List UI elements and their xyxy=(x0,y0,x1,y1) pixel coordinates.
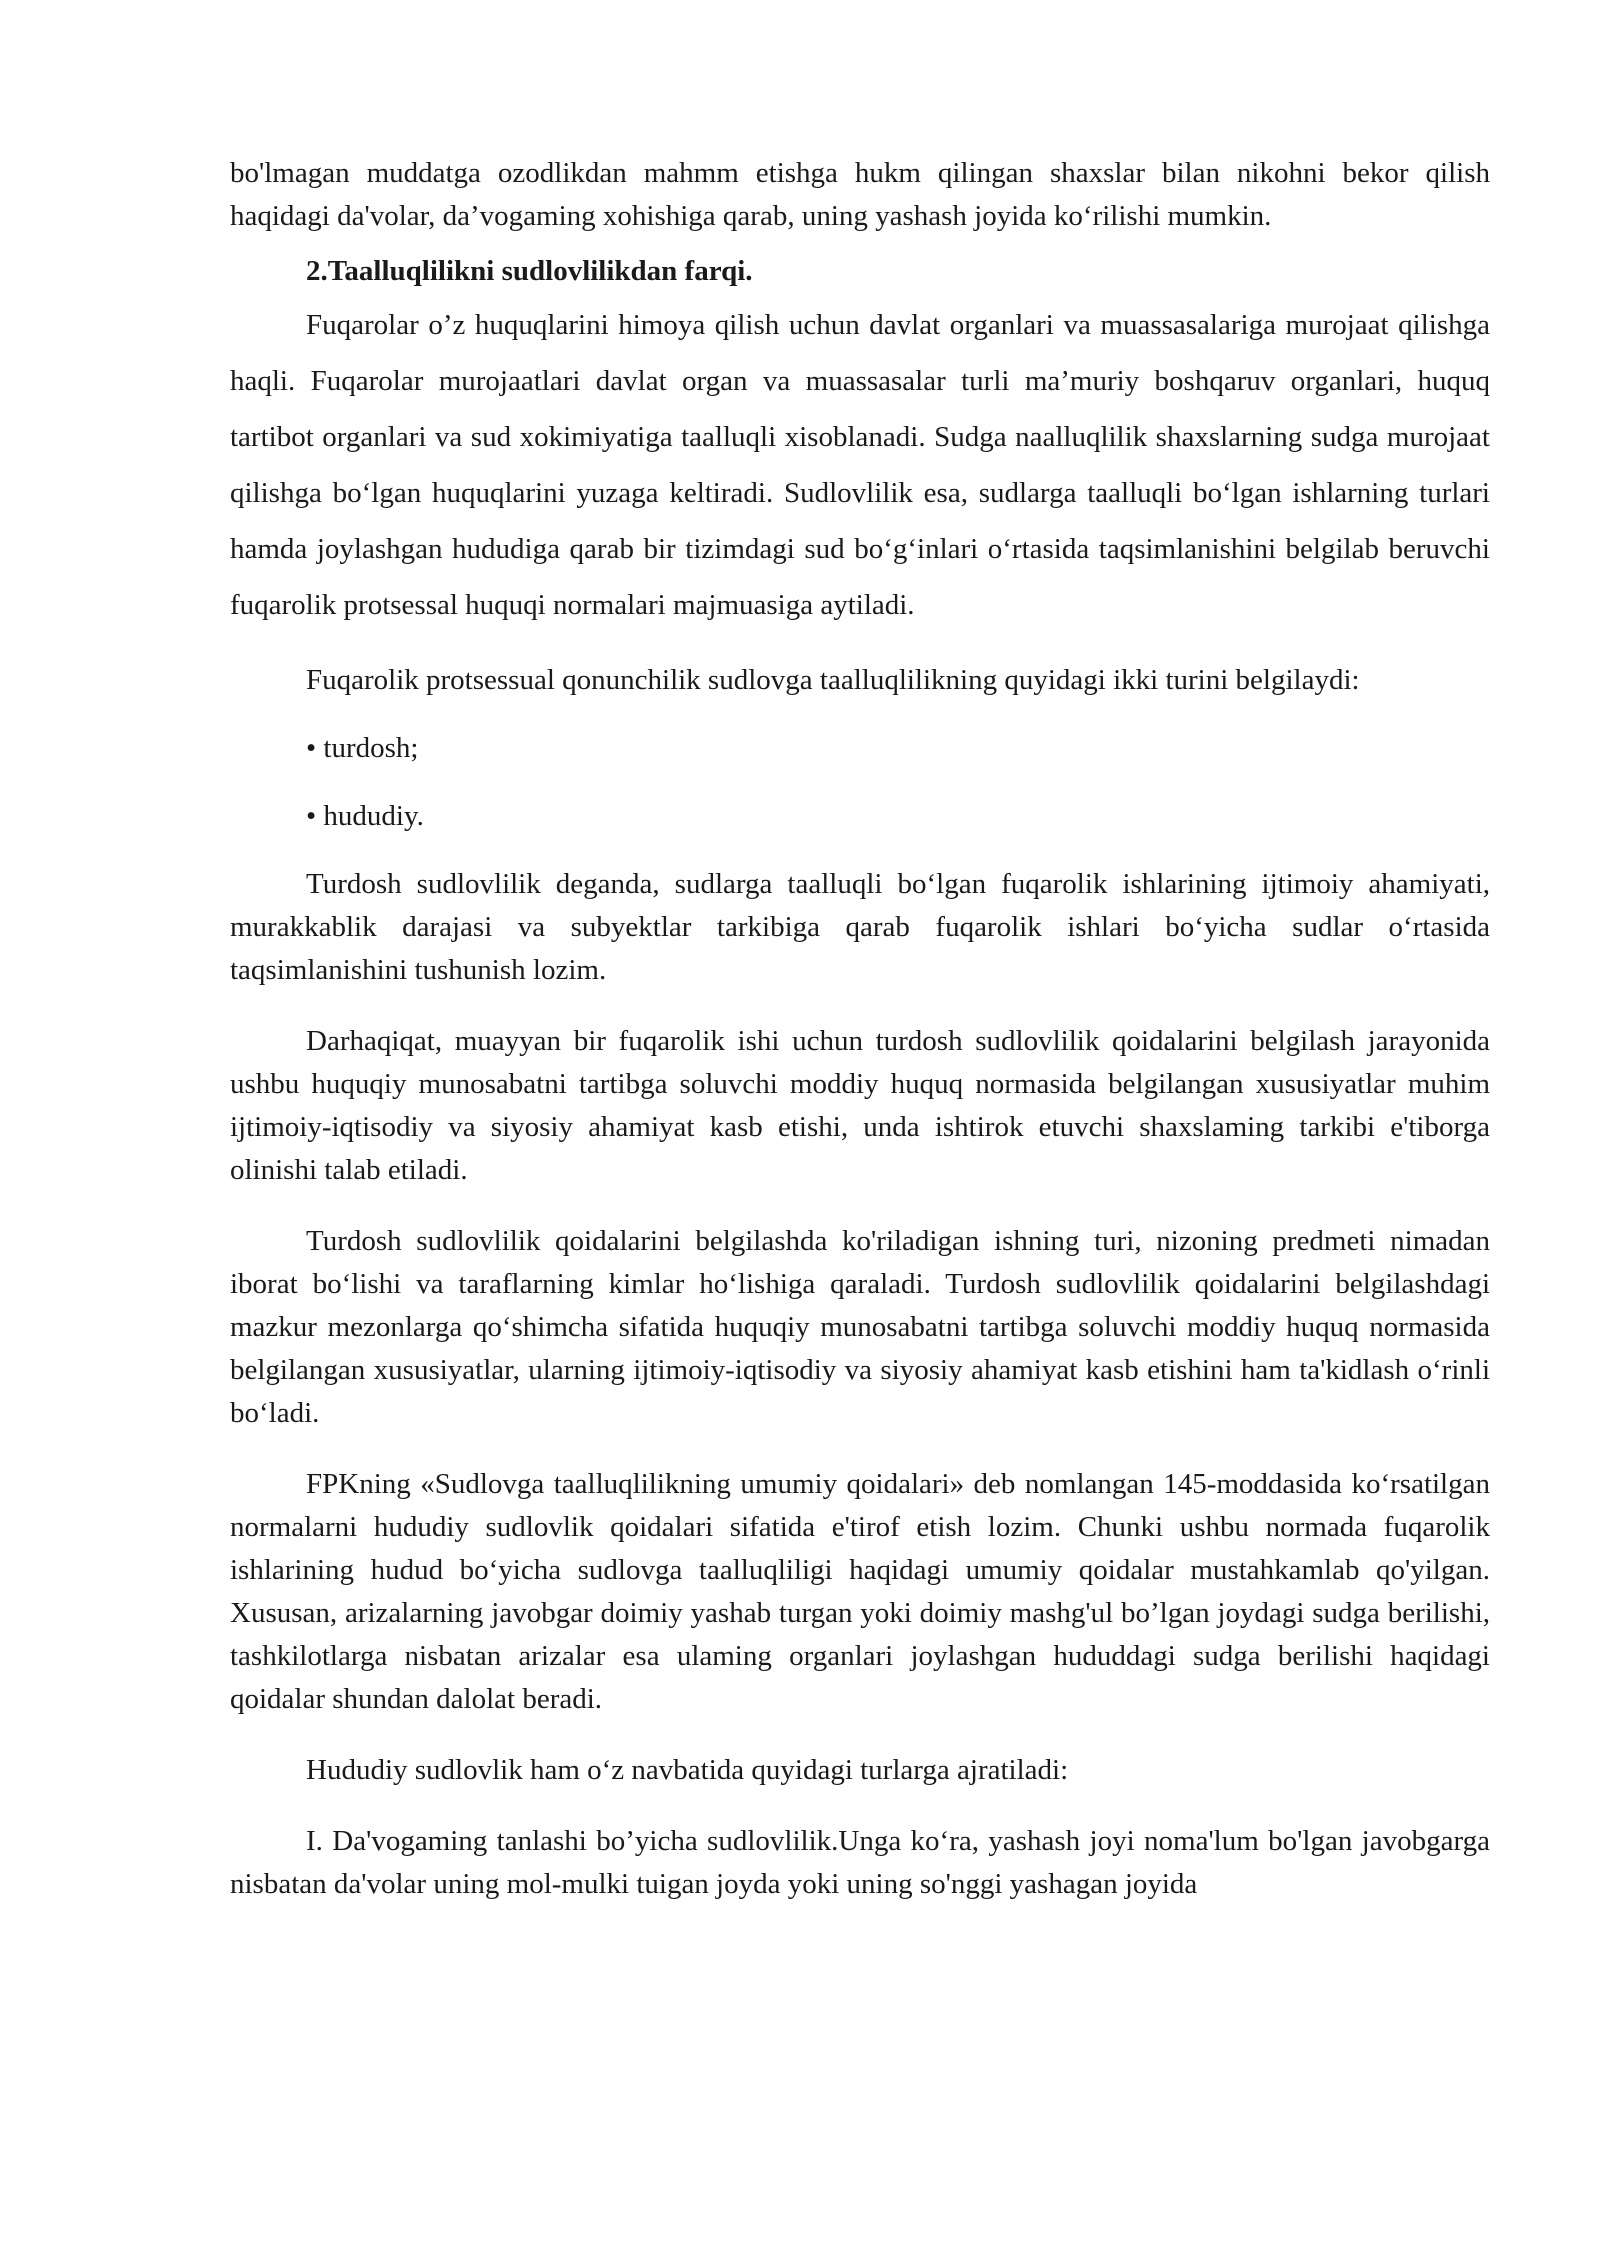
paragraph-continuation: bo'lmagan muddatga ozodlikdan mahmm etishga hukm qilingan shaxslar bilan nikohni bekor qilish haqidagi da'volar, da’vogaming xohishiga qarab, uning yashash joyida ko‘rilishi mumkin. xyxy=(230,157,1490,232)
paragraph-davogar-choice: I. Da'vogaming tanlashi bo’yicha sudlovlilik.Unga ko‘ra, yashash joyi noma'lum bo'lgan javobgarga nisbatan da'volar uning mol-mulki tuigan joyda yoki uning so'nggi yashagan joyida xyxy=(230,1825,1490,1900)
document-page xyxy=(230,152,1490,1906)
paragraph-turdosh-rules: Turdosh sudlovlilik qoidalarini belgilashda ko'riladigan ishning turi, nizoning predmeti nimadan iborat bo‘lishi va taraflarning kimlar ho‘lishiga qaraladi. Turdosh sudlovlilik qoidalarini belgilashdagi mazkur mezonlarga qo‘shimcha sifatida huquqiy munosabatni tartibga soluvchi moddiy huquq normasida belgilangan xususiyatlar, ularning ijtimoiy-iqtisodiy va siyosiy ahamiyat kasb etishini ham ta'kidlash o‘rinli bo‘ladi. xyxy=(230,1225,1490,1429)
section-heading: 2.Taalluqlilikni sudlovlilikdan farqi. xyxy=(306,255,753,287)
paragraph-hududiy-types: Hududiy sudlovlik ham o‘z navbatida quyidagi turlarga ajratiladi: xyxy=(306,1754,1069,1786)
bullet-item-hududiy: • hududiy. xyxy=(306,800,424,832)
paragraph-darhaqiqat: Darhaqiqat, muayyan bir fuqarolik ishi uchun turdosh sudlovlilik qoidalarini belgilash jarayonida ushbu huquqiy munosabatni tartibga soluvchi moddiy huquq normasida belgilangan xususiyatlar muhim ijtimoiy-iqtisodiy va siyosiy ahamiyat kasb etishi, unda ishtirok etuvchi shaxslaming tarkibi e'tiborga olinishi talab etiladi. xyxy=(230,1025,1490,1186)
paragraph-fpk-145: FPKning «Sudlovga taalluqlilikning umumiy qoidalari» deb nomlangan 145-moddasida ko‘rsatilgan normalarni hududiy sudlovlik qoidalari sifatida e'tirof etish lozim. Chunki ushbu normada fuqarolik ishlarining hudud bo‘yicha sudlovga taalluqliligi haqidagi umumiy qoidalar mustahkamlab qo'yilgan. Xususan, arizalarning javobgar doimiy yashab turgan yoki doimiy mashg'ul bo’lgan joydagi sudga berilishi, tashkilotlarga nisbatan arizalar esa ulaming organlari joylashgan hududdagi sudga berilishi haqidagi qoidalar shundan dalolat beradi. xyxy=(230,1468,1490,1715)
paragraph-turdosh-definition: Turdosh sudlovlilik deganda, sudlarga taalluqli bo‘lgan fuqarolik ishlarining ijtimoiy ahamiyati, murakkablik darajasi va subyektlar tarkibiga qarab fuqarolik ishlari bo‘yicha sudlar o‘rtasida taqsimlanishini tushunish lozim. xyxy=(230,868,1490,986)
bullet-item-turdosh: • turdosh; xyxy=(306,732,419,764)
paragraph-citizens-rights: Fuqarolar o’z huquqlarini himoya qilish uchun davlat organlari va muassasalariga murojaat qilishga haqli. Fuqarolar murojaatlari davlat organ va muassasalar turli ma’muriy boshqaruv organlari, huquq tartibot organlari va sud xokimiyatiga taalluqli xisoblanadi. Sudga naalluqlilik shaxslarning sudga murojaat qilishga bo‘lgan huquqlarini yuzaga keltiradi. Sudlovlilik esa, sudlarga taalluqli bo‘lgan ishlarning turlari hamda joylashgan hududiga qarab bir tizimdagi sud bo‘g‘inlari o‘rtasida taqsimlanishini belgilab beruvchi fuqarolik protsessal huquqi normalari majmuasiga aytiladi. xyxy=(230,309,1490,621)
paragraph-two-types: Fuqarolik protsessual qonunchilik sudlovga taalluqlilikning quyidagi ikki turini belgilaydi: xyxy=(306,664,1360,696)
